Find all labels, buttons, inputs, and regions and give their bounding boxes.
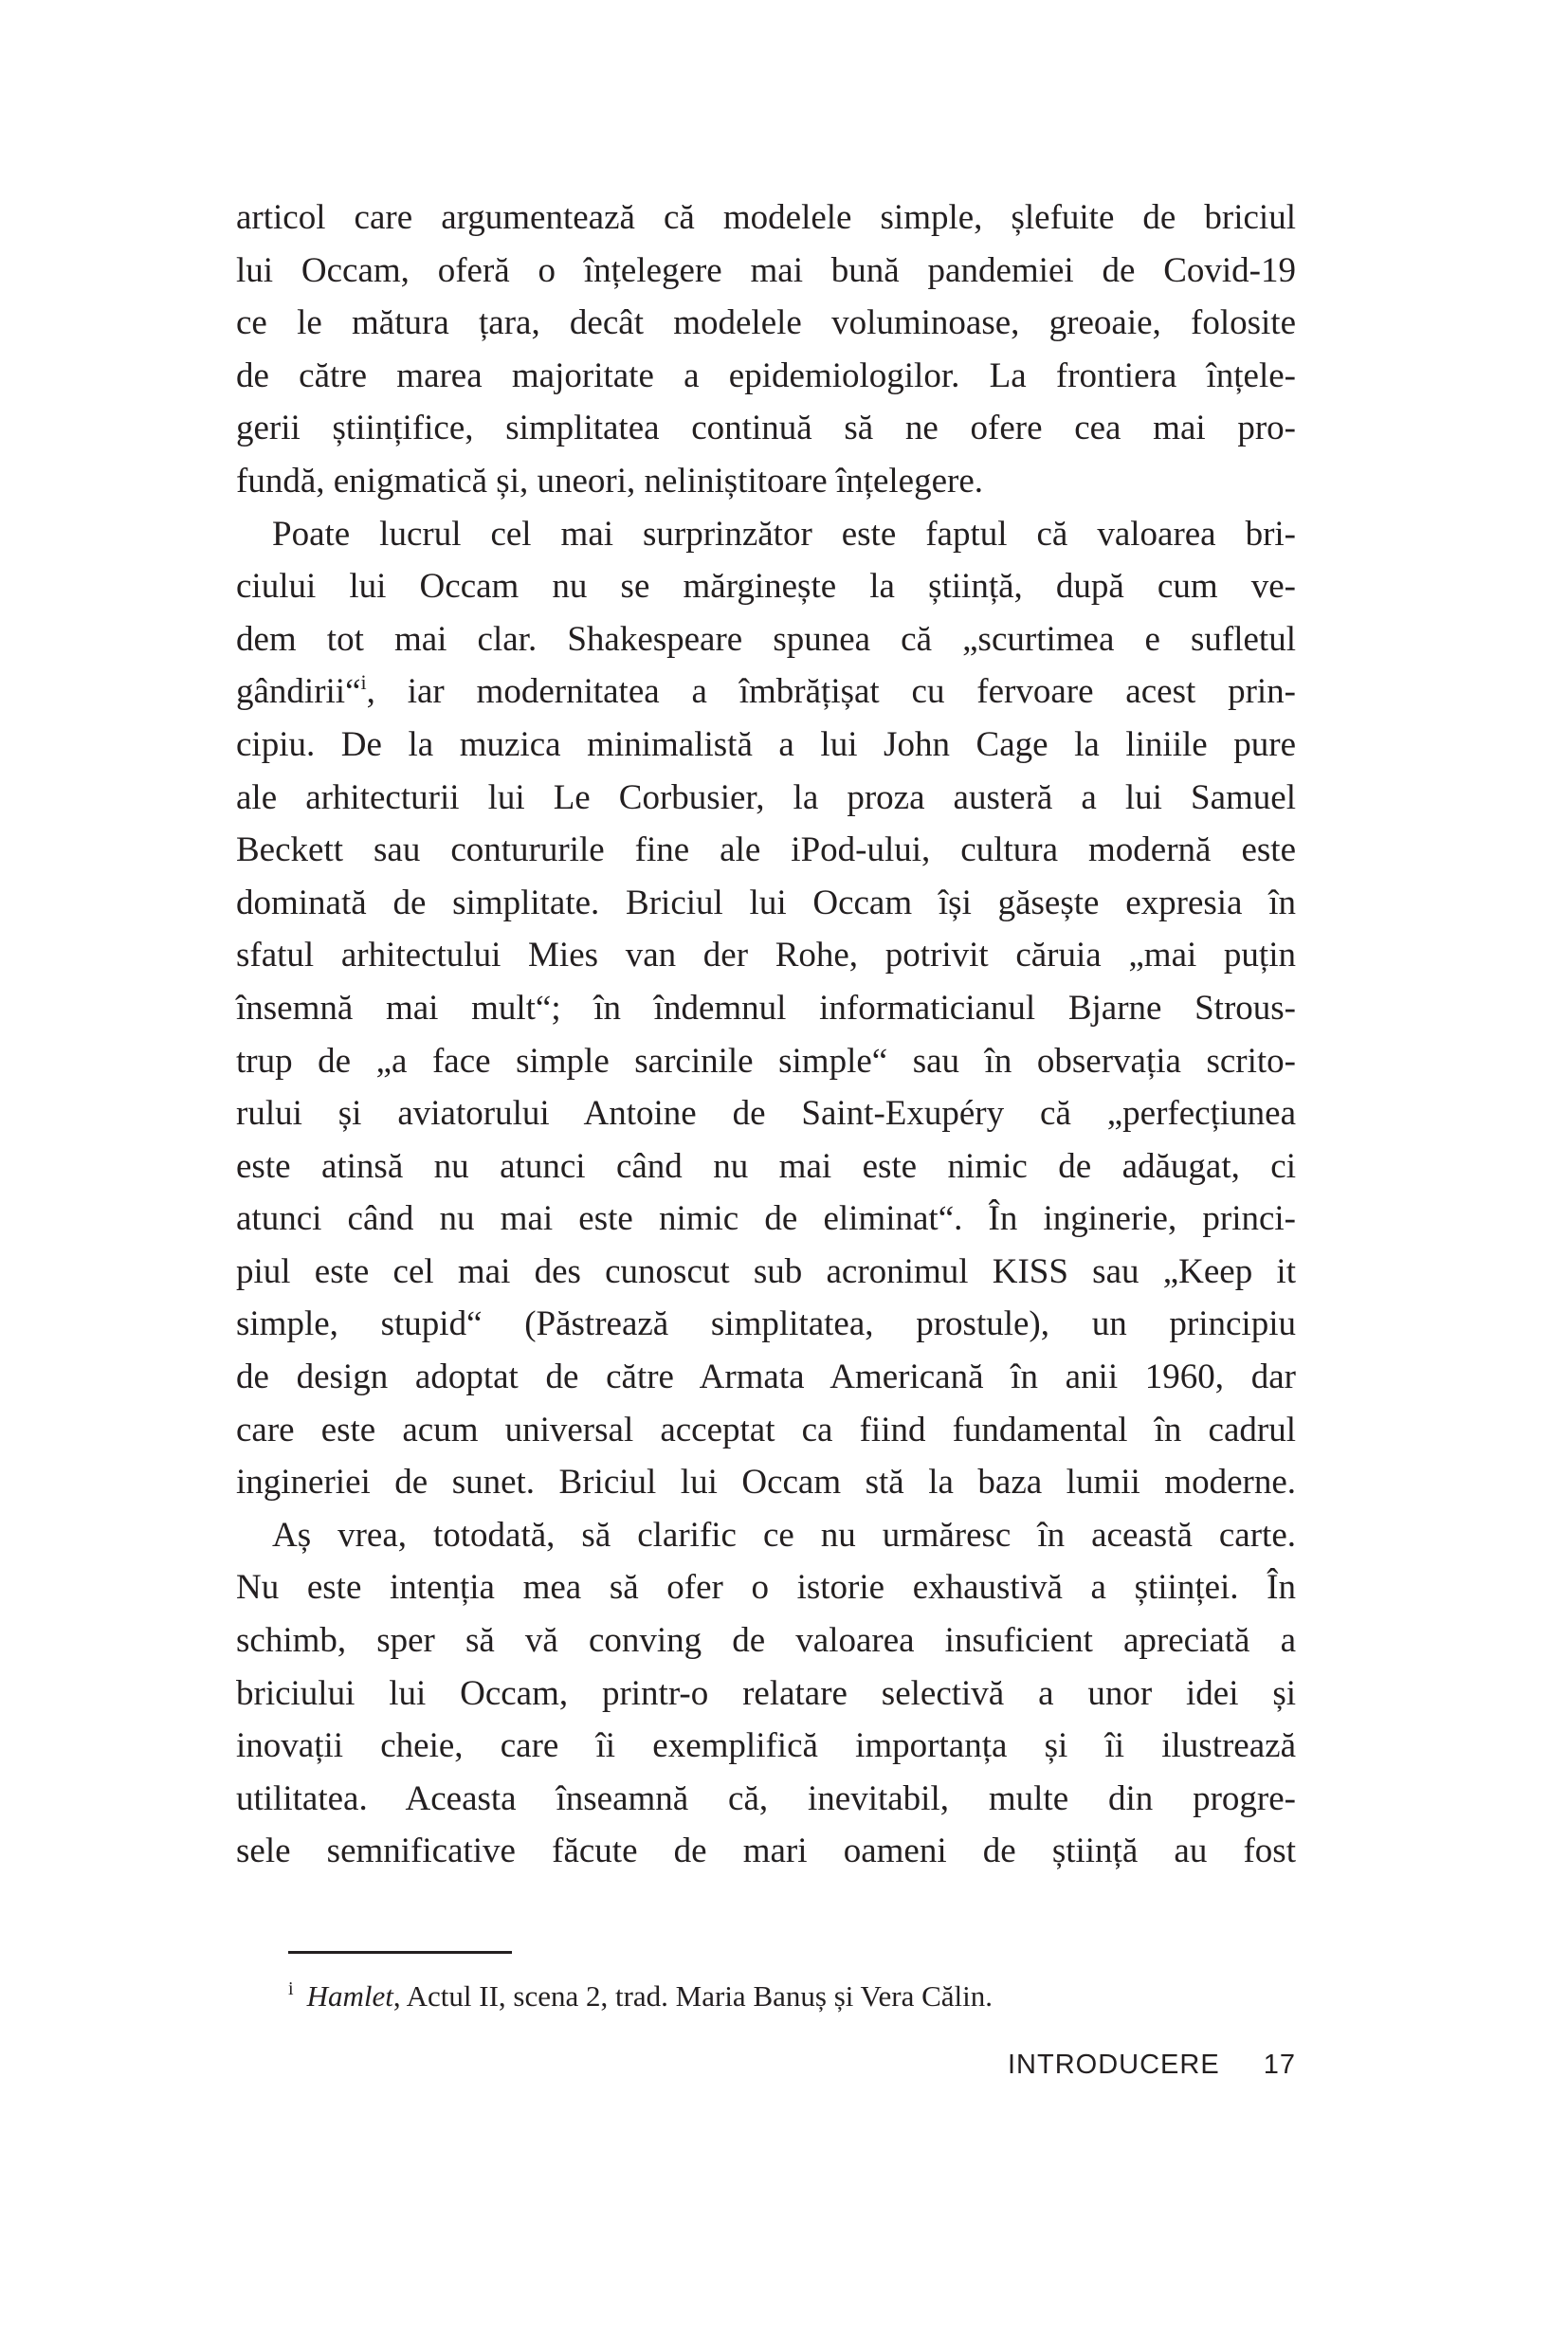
body-text: [236, 191, 1296, 1878]
text-line: articol care argumentează că modelele simple, șlefuite de briciul: [236, 198, 1296, 237]
text-line: trup de „a face simple sarcinile simple“ sau în observația scrito-: [236, 1041, 1296, 1081]
text-line: briciului lui Occam, printr-o relatare selectivă a unor idei și: [236, 1673, 1296, 1713]
footnote-reference: i: [360, 670, 367, 695]
text-line: lui Occam, oferă o înțelegere mai bună pandemiei de Covid-19: [236, 250, 1296, 290]
text-line: însemnă mai mult“; în îndemnul informaticianul Bjarne Strous-: [236, 988, 1296, 1028]
footnote-marker: i: [288, 1978, 294, 1999]
text-line: schimb, sper să vă conving de valoarea insuficient apreciată a: [236, 1621, 1296, 1661]
text-line: sfatul arhitectului Mies van der Rohe, potrivit căruia „mai puțin: [236, 936, 1296, 975]
footnote: [288, 1968, 993, 2017]
text-line: este atinsă nu atunci când nu mai este nimic de adăugat, ci: [236, 1146, 1296, 1186]
text-line: dem tot mai clar. Shakespeare spunea că „scurtimea e sufletul: [236, 619, 1296, 659]
paragraph: [236, 1509, 1296, 1878]
section-title: INTRODUCERE: [1008, 2050, 1220, 2080]
text-line: Aș vrea, totodată, să clarific ce nu urmăresc în această carte.: [272, 1515, 1296, 1555]
text-line: piul este cel mai des cunoscut sub acronimul KISS sau „Keep it: [236, 1251, 1296, 1291]
text-line: atunci când nu mai este nimic de eliminat“. În inginerie, princi-: [236, 1199, 1296, 1239]
paragraph: [236, 191, 1296, 508]
text-line: gerii științifice, simplitatea continuă să ne ofere cea mai pro-: [236, 409, 1296, 448]
text-line: care este acum universal acceptat ca fiind fundamental în cadrul: [236, 1410, 1296, 1449]
text-line: [236, 665, 1296, 719]
text-line: utilitatea. Aceasta înseamnă că, inevitabil, multe din progre-: [236, 1778, 1296, 1818]
text-line: Beckett sau contururile fine ale iPod-ului, cultura modernă este: [236, 830, 1296, 870]
text-line: rului și aviatorului Antoine de Saint-Exupéry că „perfecțiunea: [236, 1094, 1296, 1134]
text-line: fundă, enigmatică și, uneori, neliniștitoare înțelegere.: [236, 461, 984, 501]
text-segment: , iar modernitatea a îmbrățișat cu fervoare acest prin-: [366, 672, 1296, 712]
text-line: de către marea majoritate a epidemiologilor. La frontiera înțele-: [236, 355, 1296, 395]
paragraph: [236, 508, 1296, 1509]
text-line: ce le mătura țara, decât modelele voluminoase, greoaie, folosite: [236, 303, 1296, 343]
footnote-separator: [288, 1951, 512, 1954]
text-line: Nu este intenția mea să ofer o istorie exhaustivă a științei. În: [236, 1568, 1296, 1608]
text-line: simple, stupid“ (Păstrează simplitatea, prostule), un principiu: [236, 1304, 1296, 1344]
text-segment: gândirii“: [236, 672, 361, 712]
text-line: de design adoptat de către Armata Americană în anii 1960, dar: [236, 1358, 1296, 1397]
footnote-text: , Actul II, scena 2, trad. Maria Banuș și Vera Călin.: [392, 1979, 994, 2013]
text-line: dominată de simplitate. Briciul lui Occam își găsește expresia în: [236, 883, 1296, 922]
text-line: ciului lui Occam nu se mărginește la știință, după cum ve-: [236, 567, 1296, 607]
text-line: ingineriei de sunet. Briciul lui Occam stă la baza lumii moderne.: [236, 1463, 1296, 1503]
text-line: Poate lucrul cel mai surprinzător este faptul că valoarea bri-: [272, 514, 1296, 554]
text-line: sele semnificative făcute de mari oameni de știință au fost: [236, 1832, 1296, 1871]
text-line: inovații cheie, care îi exemplifică importanța și îi ilustrează: [236, 1726, 1296, 1766]
text-line: cipiu. De la muzica minimalistă a lui John Cage la liniile pure: [236, 724, 1296, 764]
text-line: ale arhitecturii lui Le Corbusier, la proza austeră a lui Samuel: [236, 777, 1296, 817]
footnote-work-title: Hamlet: [306, 1979, 393, 2013]
page-number: 17: [1263, 2050, 1296, 2080]
